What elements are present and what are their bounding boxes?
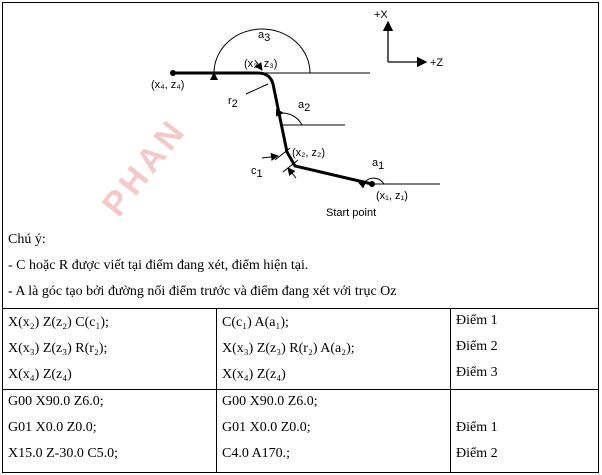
label-p4: (x₄, z₄) bbox=[151, 79, 185, 91]
axis-z-label: +Z bbox=[430, 57, 444, 69]
table-cell: Điểm 2 bbox=[456, 446, 498, 461]
c1-pointer-2 bbox=[288, 168, 296, 178]
label-a3: a3 bbox=[258, 29, 271, 44]
label-r2: r2 bbox=[228, 95, 238, 110]
table-top-border bbox=[2, 308, 599, 309]
table-cell: Điểm 3 bbox=[456, 365, 498, 380]
label-a2: a2 bbox=[298, 99, 311, 114]
table-col-divider-1 bbox=[216, 308, 217, 473]
watermark: PHAN bbox=[95, 111, 195, 224]
table-cell: X(x₃) Z(z₃) R(r₂) A(a₂); bbox=[222, 341, 355, 356]
angle-a2-arc bbox=[283, 113, 302, 125]
table-cell: G01 X0.0 Z0.0; bbox=[8, 420, 97, 435]
point-4 bbox=[170, 70, 176, 76]
toolpath bbox=[173, 73, 372, 184]
table-cell: C(c₁) A(a₁); bbox=[222, 315, 289, 330]
table-cell: Điểm 1 bbox=[456, 420, 498, 435]
table-cell: X(x₄) Z(z₄) bbox=[222, 367, 286, 382]
r2-leader bbox=[246, 84, 268, 94]
label-p1: (x₁, z₁) bbox=[376, 190, 408, 202]
table-cell: Điểm 1 bbox=[456, 313, 498, 328]
note-line-2: - A là góc tạo bởi đường nối điểm trước và điểm đang xét với trục Oz bbox=[8, 284, 397, 299]
table-cell: X(x₄) Z(z₄) bbox=[8, 367, 72, 382]
table-cell: Điểm 2 bbox=[456, 339, 498, 354]
label-start-point: Start point bbox=[326, 207, 377, 219]
label-p3: (x₃, z₃) bbox=[244, 58, 278, 70]
label-p2: (x₂, z₂) bbox=[292, 147, 325, 159]
table-cell: G01 X0.0 Z0.0; bbox=[222, 420, 311, 435]
toolpath-diagram bbox=[0, 0, 602, 230]
table-cell: G00 X90.0 Z6.0; bbox=[8, 394, 104, 409]
table-cell: G00 X90.0 Z6.0; bbox=[222, 394, 318, 409]
start-point-marker bbox=[369, 181, 375, 187]
table-col-divider-2 bbox=[450, 308, 451, 473]
table-cell: C4.0 A170.; bbox=[222, 446, 291, 461]
table-cell: X(x₃) Z(z₃) R(r₂); bbox=[8, 341, 108, 356]
c1-pointer bbox=[262, 156, 278, 158]
table-cell: X(x₂) Z(z₂) C(c₁); bbox=[8, 315, 109, 330]
table-row-divider bbox=[2, 389, 599, 390]
label-a1: a1 bbox=[372, 157, 385, 172]
label-c1: c1 bbox=[251, 165, 263, 180]
note-line-1: - C hoặc R được viết tại điểm đang xét, điểm hiện tại. bbox=[8, 258, 309, 273]
table-cell: X15.0 Z-30.0 C5.0; bbox=[8, 446, 119, 461]
note-title: Chú ý: bbox=[8, 232, 46, 247]
axis-x-label: +X bbox=[374, 9, 388, 21]
